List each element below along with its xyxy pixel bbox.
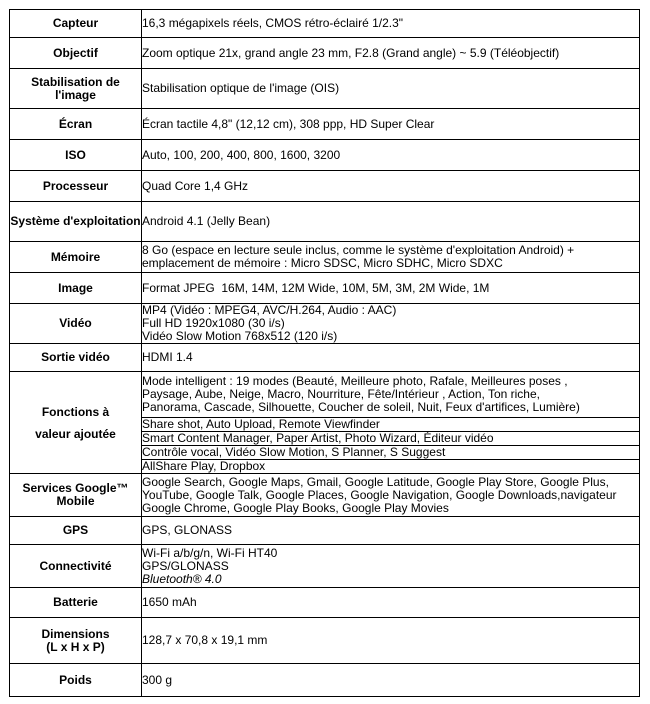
spec-row-dimensions [10,618,640,664]
spec-label: Image [10,273,142,304]
spec-row-stabilisation [10,69,640,109]
spec-value [142,664,640,697]
spec-value-line: 128,7 x 70,8 x 19,1 mm [142,633,268,647]
spec-label-dimensions [10,618,142,664]
spec-label-line: Fonctions à [41,404,110,419]
spec-label-line: valeur ajoutée [35,426,116,441]
spec-value-line: Android 4.1 (Jelly Bean) [142,214,271,228]
spec-value [142,242,640,273]
spec-label: Batterie [10,588,142,618]
spec-row-systeme [10,202,640,242]
spec-value [142,588,640,618]
spec-label-line: (L x H x P) [46,639,105,654]
spec-value-line: AllShare Play, Dropbox [142,459,266,473]
spec-value [142,344,640,372]
spec-row-connectivite [10,545,640,588]
spec-value [142,109,640,140]
spec-label: Stabilisation de l'image [10,69,142,109]
spec-row-image [10,273,640,304]
spec-value-line: Écran tactile 4,8" (12,12 cm), 308 ppp, HD Super Clear [142,116,435,131]
spec-row-gps [10,517,640,545]
spec-value [142,517,640,545]
spec-row-services-google [10,474,640,517]
spec-value [142,273,640,304]
spec-value-line: 300 g [142,672,173,687]
spec-value-line: emplacement de mémoire : Micro SDSC, Micro SDHC, Micro SDXC [142,256,503,270]
spec-label: Mémoire [10,242,142,273]
spec-value [142,202,640,242]
spec-value-line: Full HD 1920x1080 (30 i/s) [142,316,285,330]
spec-value-line: 16,3 mégapixels réels, CMOS rétro-éclairé 1/2.3" [142,16,404,30]
spec-value [142,460,640,474]
spec-value [142,38,640,69]
spec-value [142,10,640,38]
spec-value-line: HDMI 1.4 [142,350,193,364]
spec-label-fonctions [10,372,142,474]
spec-value-line: Quad Core 1,4 GHz [142,178,249,193]
spec-value-line: Wi-Fi a/b/g/n, Wi-Fi HT40 [142,545,278,560]
specifications-table [9,9,640,697]
spec-value-line: Stabilisation optique de l'image (OIS) [142,81,340,95]
spec-value-line: MP4 (Vidéo : MPEG4, AVC/H.264, Audio : AAC) [142,303,397,317]
spec-value-line: Share shot, Auto Upload, Remote Viewfinder [142,417,380,431]
spec-value [142,140,640,171]
spec-label: Sortie vidéo [10,344,142,372]
spec-value [142,171,640,202]
spec-row-memoire [10,242,640,273]
spec-value [142,474,640,517]
spec-row-capteur [10,10,640,38]
spec-label-line: Dimensions [41,626,110,641]
spec-value-line: 8 Go (espace en lecture seule inclus, comme le système d'exploitation Android) + [142,243,575,257]
spec-row-sortie-video [10,344,640,372]
spec-row-poids [10,664,640,697]
spec-value-line: Google Search, Google Maps, Gmail, Google Latitude, Google Play Store, Google Plus, [142,474,609,489]
spec-value [142,69,640,109]
spec-value-line: Paysage, Aube, Neige, Macro, Nourriture, Fête/Intérieur , Action, Ton riche, [142,387,540,401]
spec-label: Connectivité [10,545,142,588]
spec-value-line: Bluetooth® 4.0 [142,571,222,586]
spec-value [142,304,640,344]
spec-value [142,545,640,588]
spec-value-line: Auto, 100, 200, 400, 800, 1600, 3200 [142,147,341,162]
spec-value [142,618,640,664]
spec-label: Poids [10,664,142,697]
spec-row-batterie [10,588,640,618]
spec-value-line: Google Chrome, Google Play Books, Google Play Movies [142,500,449,515]
spec-value-line: GPS, GLONASS [142,523,233,537]
spec-value-line: Format JPEG 16M, 14M, 12M Wide, 10M, 5M, 3M, 2M Wide, 1M [142,280,490,295]
spec-label: Objectif [10,38,142,69]
spec-value-line: Smart Content Manager, Paper Artist, Photo Wizard, Éditeur vidéo [142,431,494,445]
spec-row-ecran [10,109,640,140]
spec-value-line: Vidéo Slow Motion 768x512 (120 i/s) [142,329,338,343]
spec-row-processeur [10,171,640,202]
spec-value-line: Mode intelligent : 19 modes (Beauté, Meilleure photo, Rafale, Meilleures poses , [142,374,568,388]
spec-label: ISO [10,140,142,171]
spec-label: Services Google™ Mobile [10,474,142,517]
spec-value-line: Contrôle vocal, Vidéo Slow Motion, S Planner, S Suggest [142,445,446,459]
spec-value-line: Panorama, Cascade, Silhouette, Coucher de soleil, Nuit, Feux d'artifices, Lumière) [142,400,580,414]
spec-label: GPS [10,517,142,545]
spec-value [142,432,640,446]
spec-label: Écran [10,109,142,140]
spec-value [142,418,640,432]
spec-value [142,372,640,418]
spec-row-fonctions [10,372,640,418]
spec-row-iso [10,140,640,171]
spec-row-video [10,304,640,344]
spec-row-objectif [10,38,640,69]
spec-value-line: 1650 mAh [142,595,197,609]
spec-value-line: GPS/GLONASS [142,558,229,573]
spec-label: Processeur [10,171,142,202]
spec-label: Capteur [10,10,142,38]
spec-value-line: YouTube, Google Talk, Google Places, Google Navigation, Google Downloads,navigateur [142,487,617,502]
spec-label: Système d'exploitation [10,202,142,242]
spec-label: Vidéo [10,304,142,344]
spec-value-line: Zoom optique 21x, grand angle 23 mm, F2.8 (Grand angle) ~ 5.9 (Téléobjectif) [142,45,560,60]
spec-value [142,446,640,460]
